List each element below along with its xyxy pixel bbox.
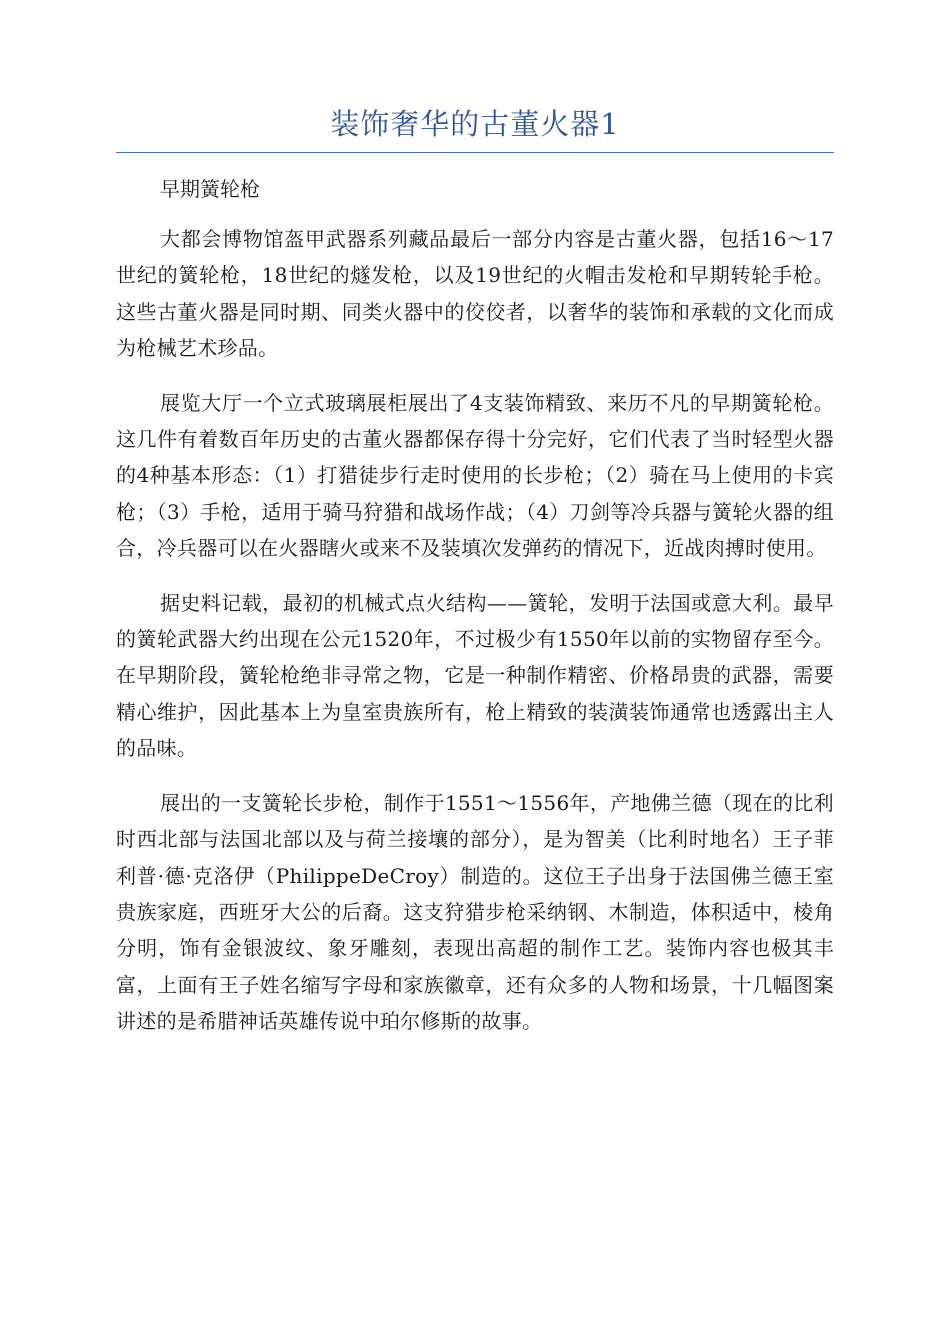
paragraph-1: 大都会博物馆盔甲武器系列藏品最后一部分内容是古董火器，包括16～17世纪的簧轮枪，18世纪的燧发枪，以及19世纪的火帽击发枪和早期转轮手枪。这些古董火器是同时期、同类火器中的佼佼者，以奢华的装饰和承载的文化而成为枪械艺术珍品。 xyxy=(116,227,834,361)
paragraph-2: 展览大厅一个立式玻璃展柜展出了4支装饰精致、来历不凡的早期簧轮枪。这几件有着数百年历史的古董火器都保存得十分完好，它们代表了当时轻型火器的4种基本形态：（1）打猎徒步行走时使用的长步枪；（2）骑在马上使用的卡宾枪；（3）手枪，适用于骑马狩猎和战场作战；（4）刀剑等冷兵器与簧轮火器的组合，冷兵器可以在火器瞎火或来不及装填次发弹药的情况下，近战肉搏时使用。 xyxy=(116,390,834,561)
document-title: 装饰奢华的古董火器1 xyxy=(330,107,620,141)
paragraph-4: 展出的一支簧轮长步枪，制作于1551～1556年，产地佛兰德（现在的比利时西北部与法国北部以及与荷兰接壤的部分），是为智美（比利时地名）王子菲利普·德·克洛伊（PhilippeDeCroy）制造的。这位王子出身于法国佛兰德王室贵族家庭，西班牙大公的后裔。这支狩猎步枪采纳钢、木制造，体积适中，棱角分明，饰有金银波纹、象牙雕刻，表现出高超的制作工艺。装饰内容也极其丰富，上面有王子姓名缩写字母和家族徽章，还有众多的人物和场景，十几幅图案讲述的是希腊神话英雄传说中珀尔修斯的故事。 xyxy=(116,790,834,1034)
paragraph-3: 据史料记载，最初的机械式点火结构——簧轮，发明于法国或意大利。最早的簧轮武器大约出现在公元1520年，不过极少有1550年以前的实物留存至今。在早期阶段，簧轮枪绝非寻常之物，它是一种制作精密、价格昂贵的武器，需要精心维护，因此基本上为皇室贵族所有，枪上精致的装潢装饰通常也透露出主人的品味。 xyxy=(116,590,834,761)
title-underline xyxy=(116,152,834,153)
document-page xyxy=(116,104,834,1058)
section-heading: 早期簧轮枪 xyxy=(160,177,260,201)
